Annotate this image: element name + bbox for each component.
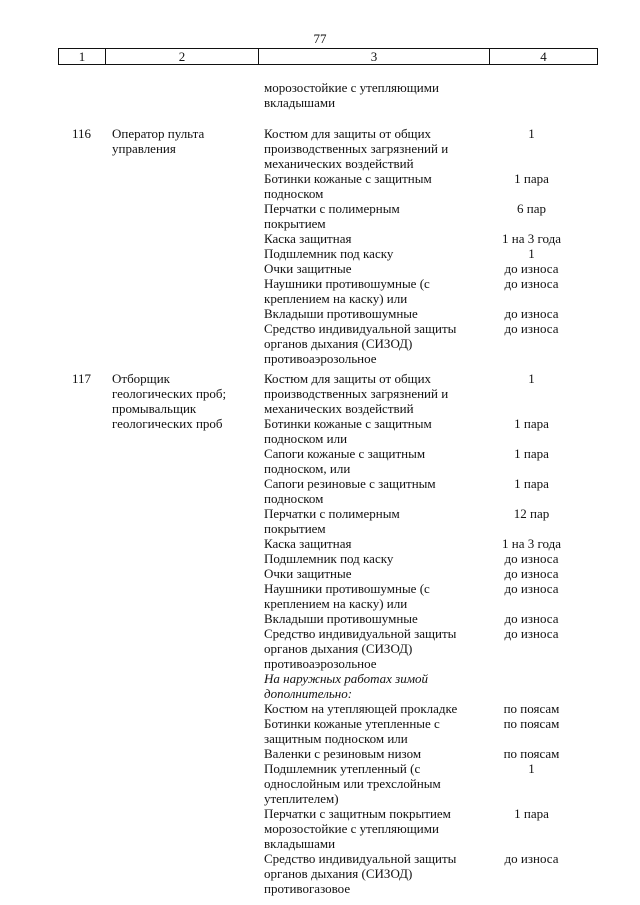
ppe-name: Валенки с резиновым низом [264,746,422,761]
ppe-item [264,321,594,366]
ppe-name: Перчатки с полимерным покрытием [264,506,400,536]
ppe-item [264,126,594,171]
ppe-item [264,701,594,716]
ppe-item [264,506,594,536]
ppe-name: Костюм для защиты от общих производственных загрязнений и механических воздействий [264,126,449,171]
ppe-item [264,416,594,446]
ppe-name: Очки защитные [264,566,352,581]
ppe-item [264,246,594,261]
ppe-item [264,716,594,746]
ppe-item [264,476,594,506]
ppe-name: Перчатки с полимерным покрытием [264,201,400,231]
ppe-list [264,126,594,366]
ppe-qty: до износа [504,581,559,596]
ppe-qty: до износа [504,321,559,336]
ppe-name: Перчатки с защитным покрытием морозостойкие с утепляющими вкладышами [264,806,451,851]
ppe-item [264,566,594,581]
ppe-item [264,761,594,806]
ppe-item [264,371,594,416]
ppe-qty: по поясам [503,746,560,761]
ppe-name: Средство индивидуальной защиты органов дыхания (СИЗОД) противоаэрозольное [264,321,457,366]
ppe-qty: 1 [528,761,535,776]
ppe-item [264,261,594,276]
ppe-qty: до износа [504,261,559,276]
ppe-qty: до износа [504,851,559,866]
ppe-qty: 12 пар [513,506,550,521]
ppe-qty: до износа [504,306,559,321]
row-number: 116 [72,126,92,141]
table-header [58,48,598,65]
profession: Оператор пульта управления [112,126,205,156]
ppe-item [264,306,594,321]
ppe-name: Ботинки кожаные с защитным подноском или [264,416,432,446]
ppe-item [264,551,594,566]
ppe-name: Очки защитные [264,261,352,276]
ppe-qty: 1 пара [514,171,549,186]
ppe-name: Каска защитная [264,536,352,551]
ppe-item [264,581,594,611]
ppe-item [264,851,594,896]
ppe-qty: 1 [528,371,535,386]
ppe-qty: 1 на 3 года [502,231,561,246]
ppe-qty: 1 пара [514,476,549,491]
ppe-name: Наушники противошумные (с креплением на каску) или [264,276,430,306]
ppe-name: Костюм для защиты от общих производственных загрязнений и механических воздействий [264,371,449,416]
ppe-name: Подшлемник утепленный (с однослойным или трехслойным утеплителем) [264,761,441,806]
ppe-name: Ботинки кожаные с защитным подноском [264,171,432,201]
ppe-item [264,201,594,231]
ppe-name: Наушники противошумные (с креплением на каску) или [264,581,430,611]
ppe-qty: 1 [528,126,535,141]
ppe-qty: 6 пар [517,201,546,216]
ppe-name: Вкладыши противошумные [264,611,418,626]
ppe-qty: 1 пара [514,806,549,821]
header-col-1: 1 [59,49,106,64]
ppe-qty: 1 на 3 года [502,536,561,551]
ppe-item [264,746,594,761]
header-col-2: 2 [106,49,259,64]
ppe-name: Ботинки кожаные утепленные с защитным подноском или [264,716,440,746]
ppe-item [264,446,594,476]
profession: Отборщик геологических проб; промывальщик геологических проб [112,371,227,431]
ppe-name: Подшлемник под каску [264,551,394,566]
ppe-name: Каска защитная [264,231,352,246]
ppe-qty: до износа [504,566,559,581]
ppe-qty: 1 пара [514,446,549,461]
row-number: 117 [72,371,92,386]
ppe-qty: 1 [528,246,535,261]
ppe-item [264,276,594,306]
header-col-4: 4 [540,49,547,64]
ppe-qty: до износа [504,276,559,291]
page-number: 77 [313,31,327,46]
ppe-item [264,231,594,246]
ppe-item [264,626,594,671]
ppe-item [264,806,594,851]
header-col-3: 3 [259,49,490,64]
continuation-text: морозостойкие с утепляющими вкладышами [264,80,439,110]
winter-subheading: На наружных работах зимой дополнительно: [264,671,429,701]
ppe-name: Вкладыши противошумные [264,306,418,321]
ppe-name: Сапоги кожаные с защитным подноском, или [264,446,426,476]
ppe-name: Средство индивидуальной защиты органов дыхания (СИЗОД) противоаэрозольное [264,626,457,671]
ppe-list [264,371,594,896]
ppe-qty: по поясам [503,701,560,716]
ppe-qty: до износа [504,626,559,641]
ppe-name: Средство индивидуальной защиты органов дыхания (СИЗОД) противогазовое [264,851,457,896]
ppe-item [264,611,594,626]
ppe-name: Сапоги резиновые с защитным подноском [264,476,436,506]
ppe-name: Подшлемник под каску [264,246,394,261]
ppe-name: Костюм на утепляющей прокладке [264,701,458,716]
ppe-item [264,536,594,551]
ppe-qty: до износа [504,551,559,566]
ppe-qty: до износа [504,611,559,626]
ppe-qty: по поясам [503,716,560,731]
ppe-item [264,171,594,201]
ppe-qty: 1 пара [514,416,549,431]
